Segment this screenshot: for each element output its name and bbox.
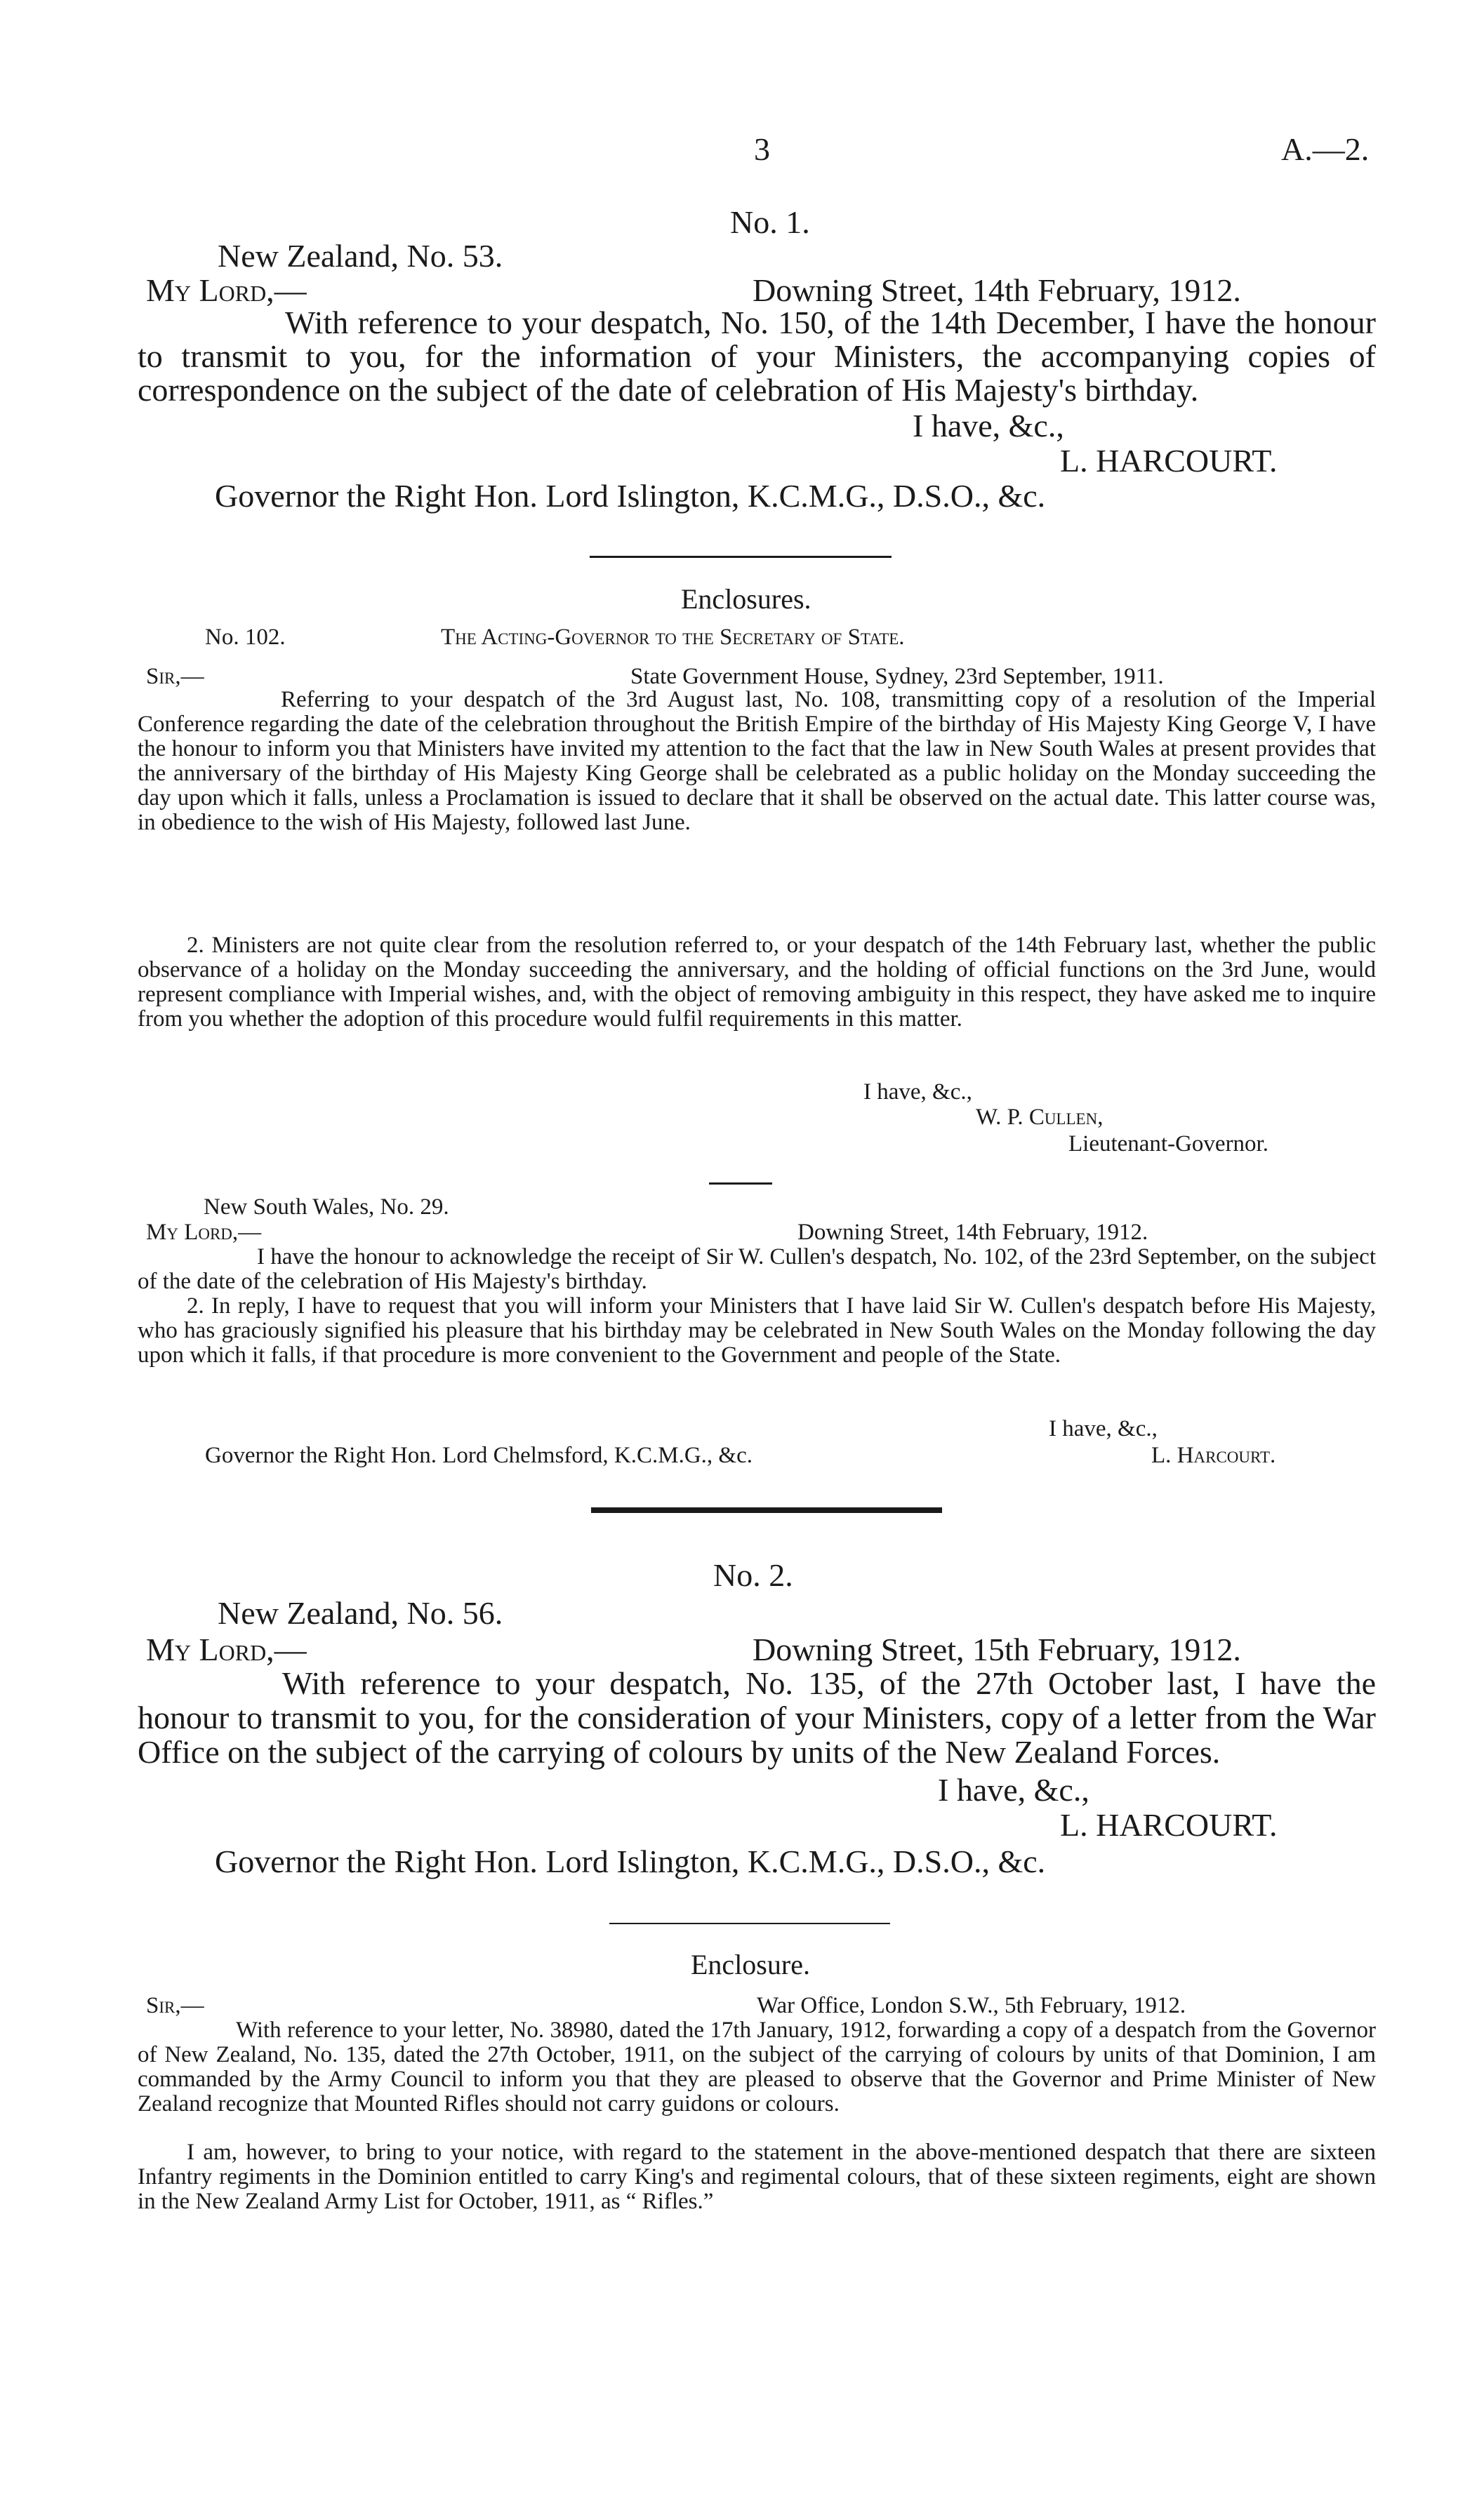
salutation: Sir,— xyxy=(146,664,204,689)
page-number: 3 xyxy=(754,131,770,167)
letter-body: With reference to your despatch, No. 150, of the 14th December, I have the honour to transmit to you, for the information of your Ministers, the accompanying copies of correspondence on the subject of the date of celebration of His Majesty's birthday. xyxy=(138,305,1376,408)
signature: L. HARCOURT. xyxy=(1060,443,1278,479)
letter-number: No. 2. xyxy=(713,1557,793,1593)
enclosures-heading: Enclosures. xyxy=(681,583,811,615)
place-date: State Government House, Sydney, 23rd September, 1911. xyxy=(630,664,1164,689)
document-reference: A.—2. xyxy=(1281,131,1370,167)
closing: I have, &c., xyxy=(863,1079,972,1105)
addressee: Governor the Right Hon. Lord Chelmsford, K.C.M.G., &c. xyxy=(205,1443,753,1468)
section-divider xyxy=(590,556,892,558)
enclosure-number: No. 102. xyxy=(205,625,286,650)
despatch-reference: New Zealand, No. 56. xyxy=(218,1595,503,1631)
salutation: My Lord,— xyxy=(146,1220,262,1245)
closing: I have, &c., xyxy=(913,408,1064,444)
enclosure-paragraph-1: With reference to your letter, No. 38980, dated the 17th January, 1912, forwarding a copy of a despatch from the Governor of New Zealand, No. 135, dated the 27th October, 1911, on the subject of the carrying of colours by units of that Dominion, I am commanded by the Army Council to inform you that they are pleased to observe that the Governor and Prime Minister of New Zealand recognize that Mounted Rifles should not carry guidons or colours. xyxy=(138,2018,1376,2116)
addressee: Governor the Right Hon. Lord Islington, K.C.M.G., D.S.O., &c. xyxy=(215,1844,1046,1879)
signatory-title: Lieutenant-Governor. xyxy=(1068,1131,1268,1156)
reply-paragraph-2: 2. In reply, I have to request that you will inform your Ministers that I have laid Sir W. Cullen's despatch before His Majesty, who has graciously signified his pleasure that his birthday may be celebrated in New South Wales on the Monday following the day upon which it falls, if that procedure is more convenient to the Government and people of the State. xyxy=(138,1293,1376,1368)
place-date: Downing Street, 14th February, 1912. xyxy=(753,272,1241,308)
signature: L. Harcourt. xyxy=(1151,1443,1276,1468)
salutation: Sir,— xyxy=(146,1993,204,2018)
short-divider xyxy=(709,1182,772,1185)
place-date: Downing Street, 14th February, 1912. xyxy=(797,1220,1148,1245)
signature: L. HARCOURT. xyxy=(1060,1807,1278,1843)
enclosure-paragraph-2: 2. Ministers are not quite clear from the resolution referred to, or your despatch of the 14th February last, whether the public observance of a holiday on the Monday succeeding the anniversary, and the holding of official functions on the 3rd June, would represent compliance with Imperial wishes, and, with the object of removing ambiguity in this respect, they have asked me to inquire from you whether the adoption of this procedure would fulfil requirements in this matter. xyxy=(138,933,1376,1032)
reply-paragraph-1: I have the honour to acknowledge the receipt of Sir W. Cullen's despatch, No. 102, of the 23rd September, on the subject of the date of the celebration of His Majesty's birthday. xyxy=(138,1244,1376,1294)
section-divider xyxy=(609,1923,890,1924)
despatch-reference: New Zealand, No. 53. xyxy=(218,238,503,274)
place-date: War Office, London S.W., 5th February, 1912. xyxy=(757,1993,1186,2018)
enclosure-paragraph-2: I am, however, to bring to your notice, with regard to the statement in the above-mentioned despatch that there are sixteen Infantry regiments in the Dominion entitled to carry King's and regimental colours, that of these sixteen regiments, eight are shown in the New Zealand Army List for October, 1911, as “ Rifles.” xyxy=(138,2140,1376,2214)
closing: I have, &c., xyxy=(1049,1416,1158,1441)
enclosure-paragraph-1: Referring to your despatch of the 3rd August last, No. 108, transmitting copy of a resolution of the Imperial Conference regarding the date of the celebration throughout the British Empire of the birthday of His Majesty King George V, I have the honour to inform you that Ministers have invited my attention to the fact that the law in New South Wales at present provides that the anniversary of the birthday of His Majesty King George shall be celebrated as a public holiday on the Monday succeeding the day upon which it falls, unless a Proclamation is issued to declare that it shall be observed on the actual date. This latter course was, in obedience to the wish of His Majesty, followed last June. xyxy=(138,687,1376,835)
salutation: My Lord,— xyxy=(146,272,307,308)
enclosure-heading: Enclosure. xyxy=(691,1949,810,1980)
closing: I have, &c., xyxy=(938,1772,1089,1808)
letter-number: No. 1. xyxy=(730,204,810,240)
letter-body: With reference to your despatch, No. 135, of the 27th October last, I have the honour to transmit to you, for the consideration of your Ministers, copy of a letter from the War Office on the subject of the carrying of colours by units of the New Zealand Forces. xyxy=(138,1665,1376,1770)
signature: W. P. Cullen, xyxy=(976,1105,1104,1130)
thick-divider xyxy=(591,1507,942,1513)
salutation: My Lord,— xyxy=(146,1632,307,1667)
despatch-reference: New South Wales, No. 29. xyxy=(204,1194,449,1220)
addressee: Governor the Right Hon. Lord Islington, K.C.M.G., D.S.O., &c. xyxy=(215,478,1046,514)
place-date: Downing Street, 15th February, 1912. xyxy=(753,1632,1241,1667)
enclosure-from-to: The Acting-Governor to the Secretary of State. xyxy=(441,625,905,650)
